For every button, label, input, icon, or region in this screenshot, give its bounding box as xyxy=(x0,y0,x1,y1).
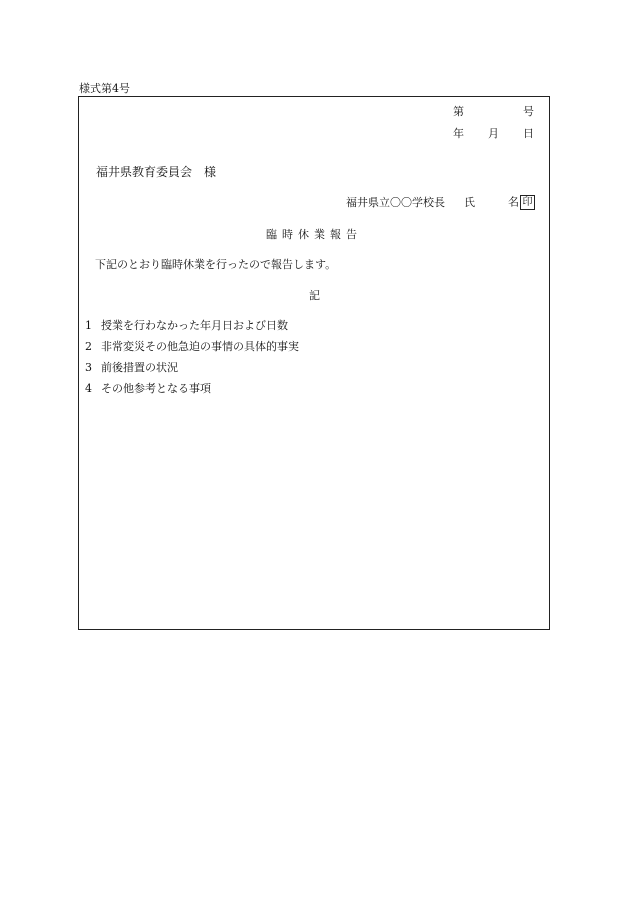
document-title: 臨時休業報告 xyxy=(266,228,362,241)
date-year: 年 xyxy=(453,127,464,140)
recipient: 福井県教育委員会 様 xyxy=(96,165,217,179)
list-item-number: 2 xyxy=(85,340,92,353)
date-day: 日 xyxy=(523,127,534,140)
list-item xyxy=(85,320,288,331)
list-item xyxy=(85,362,178,373)
sender-org: 福井県立〇〇学校長 xyxy=(346,196,445,209)
intro-text: 下記のとおり臨時休業を行ったので報告します。 xyxy=(95,258,337,271)
list-item-number: 4 xyxy=(85,382,92,395)
date-month: 月 xyxy=(488,127,499,140)
sender-name-field xyxy=(508,195,535,210)
ki-heading: 記 xyxy=(309,289,320,302)
number-suffix: 号 xyxy=(523,105,534,118)
number-prefix: 第 xyxy=(453,105,464,118)
list-item xyxy=(85,341,299,352)
seal-mark: 印 xyxy=(520,195,535,210)
list-item-text: 非常変災その他急迫の事情の具体的事実 xyxy=(101,340,299,353)
list-item-number: 3 xyxy=(85,361,92,374)
list-item-number: 1 xyxy=(85,319,92,332)
sender-name-label-1: 氏 xyxy=(464,196,475,209)
list-item-text: 授業を行わなかった年月日および日数 xyxy=(101,319,288,332)
list-item-text: その他参考となる事項 xyxy=(101,382,211,395)
list-item-text: 前後措置の状況 xyxy=(101,361,178,374)
form-label: 様式第4号 xyxy=(79,82,130,95)
sender-name-label-2: 名 xyxy=(508,195,519,209)
list-item xyxy=(85,383,211,394)
